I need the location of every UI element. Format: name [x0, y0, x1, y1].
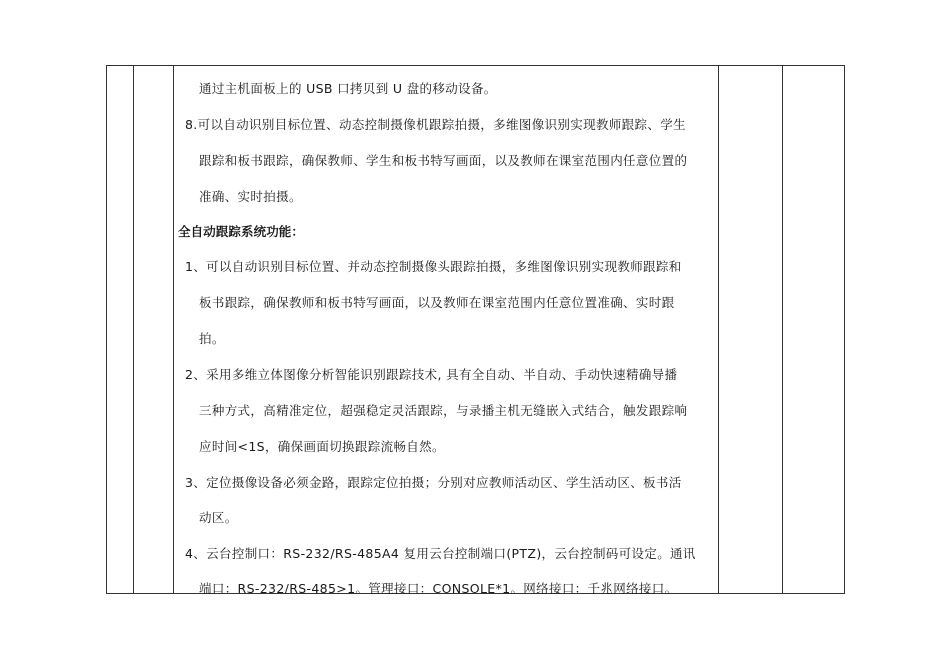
- text-line: 拍。: [199, 331, 225, 346]
- text-line: 端口：RS-232/RS-485>1。管理接口：CONSOLE*1。网络接口：千兆网络接口。: [199, 581, 678, 594]
- text-line: 动区。: [199, 510, 238, 525]
- column-divider: [173, 66, 174, 593]
- text-line: 板书跟踪，确保教师和板书特写画面，以及教师在课室范围内任意位置准确、实时跟: [199, 295, 675, 310]
- text-line: 8.可以自动识别目标位置、动态控制摄像机跟踪拍摄，多维图像识别实现教师跟踪、学生: [185, 117, 686, 132]
- column-divider: [782, 66, 783, 593]
- text-line: 4、云台控制口：RS-232/RS-485A4 复用云台控制端口(PTZ)，云台控制码可设定。通讯: [185, 546, 696, 561]
- text-line: 3、定位摄像设备必须金路，跟踪定位拍摄；分别对应教师活动区、学生活动区、板书活: [185, 475, 682, 490]
- text-line: 应时间<1S，确保画面切换跟踪流畅自然。: [199, 439, 445, 454]
- section-heading: 全自动跟踪系统功能：: [178, 224, 305, 239]
- text-line: 1、可以自动识别目标位置、并动态控制摄像头跟踪拍摄，多维图像识别实现教师跟踪和: [185, 259, 682, 274]
- text-line: 三种方式，高精准定位，超强稳定灵活跟踪，与录播主机无缝嵌入式结合，触发跟踪响: [199, 403, 688, 418]
- column-divider: [718, 66, 719, 593]
- text-line: 准确、实时拍摄。: [199, 189, 302, 204]
- text-line: 跟踪和板书跟踪，确保教师、学生和板书特写画面，以及教师在课室范围内任意位置的: [199, 153, 688, 168]
- column-divider: [133, 66, 134, 593]
- text-line: 通过主机面板上的 USB 口拷贝到 U 盘的移动设备。: [199, 81, 497, 96]
- text-line: 2、采用多维立体图像分析智能识别跟踪技术, 具有全自动、半自动、手动快速精确导播: [185, 367, 678, 382]
- spec-description-cell: [178, 65, 716, 594]
